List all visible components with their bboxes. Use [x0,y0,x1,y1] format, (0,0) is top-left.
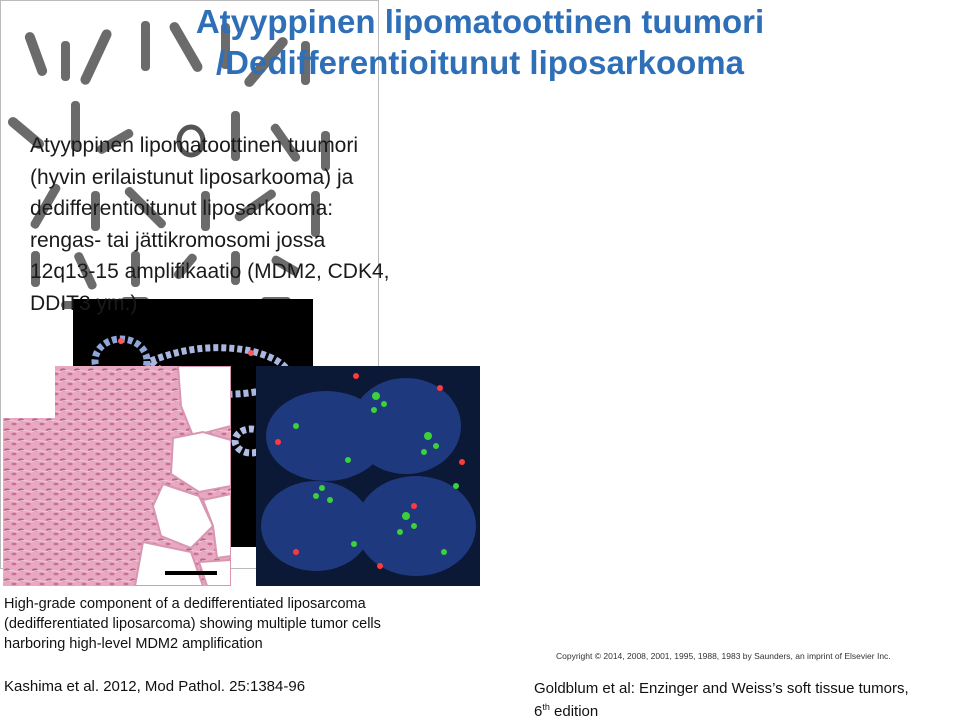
bullet-line: Atyyppinen lipomatoottinen tuumori [30,134,359,157]
bullet-line: DDIT3 ym.) [30,291,138,315]
edition-text: edition [549,703,599,720]
left-reference: Kashima et al. 2012, Mod Pathol. 25:1384-96 [4,678,306,695]
edition-suffix: th [542,702,550,712]
right-reference [534,679,909,721]
he-histology-image [3,366,231,586]
bullet-line: 12q13-15 amplifikaatio (MDM2, CDK4, [30,260,390,284]
slide-title-line-2: /Dedifferentioitunut liposarkooma [215,44,745,81]
slide-title-line-1: Atyyppinen lipomatoottinen tuumori [195,3,765,40]
caption-line: High-grade component of a dedifferentiated liposarcoma [4,596,366,612]
edition-number: 6 [534,703,543,720]
copyright-notice: Copyright © 2014, 2008, 2001, 1995, 1988, 1983 by Saunders, an imprint of Elsevier Inc. [556,651,891,661]
right-reference-edition [534,698,909,721]
bullet-line: dedifferentioitunut liposarkooma: [30,197,334,221]
caption-line: harboring high-level MDM2 amplification [4,636,263,652]
bullet-line: rengas- tai jättikromosomi jossa [30,228,326,252]
left-figure-caption [4,594,381,654]
right-reference-line: Goldblum et al: Enzinger and Weiss’s soft tissue tumors, [534,680,909,697]
bullet-line: (hyvin erilaistunut liposarkooma) ja [30,165,354,189]
caption-line: (dedifferentiated liposarcoma) showing multiple tumor cells [4,616,381,632]
bullet-text [30,130,490,320]
fish-mdm2-image [256,366,480,586]
